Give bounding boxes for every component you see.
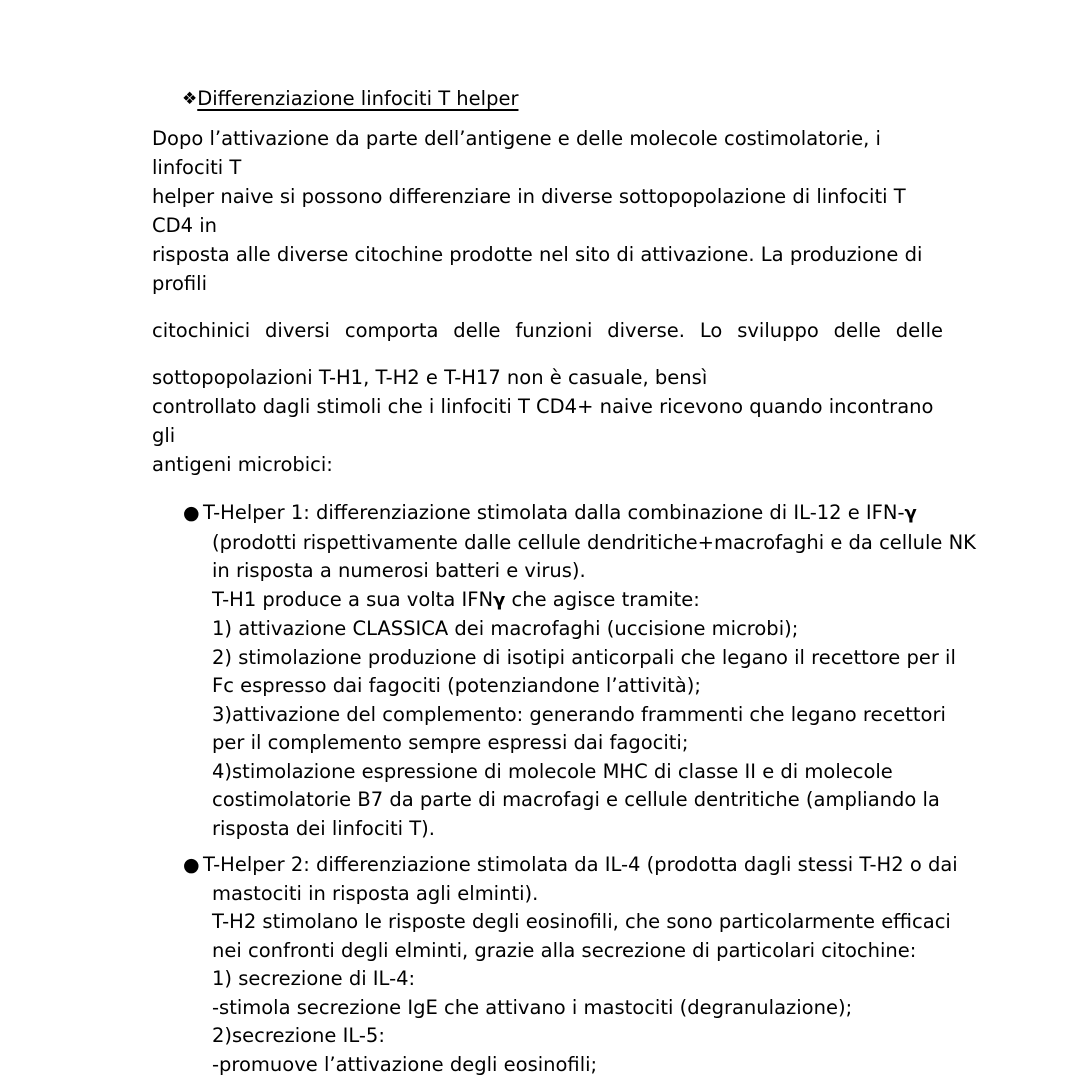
list-item-line: in risposta a numerosi batteri e virus). — [212, 559, 586, 582]
paragraph-line: helper naive si possono differenziare in diverse sottopopolazione di linfociti T CD4 in — [152, 185, 906, 237]
list-item-line: 3)attivazione del complemento: generando frammenti che legano recettori — [212, 702, 946, 726]
list-item-line: (prodotti rispettivamente dalle cellule dendritiche+macrofaghi e da cellule NK — [212, 530, 976, 554]
list-item-text: T-Helper 2: differenziazione stimolata da IL-4 (prodotta dagli stessi T-H2 o dai — [203, 853, 958, 876]
gamma-symbol: γ — [493, 589, 506, 611]
list-item — [183, 499, 976, 843]
paragraph-line: controllato dagli stimoli che i linfociti T CD4+ naive ricevono quando incontrano gli — [152, 395, 934, 447]
paragraph-line: risposta alle diverse citochine prodotte nel sito di attivazione. La produzione di profili — [152, 243, 923, 295]
list-item-line: 1) secrezione di IL-4: — [212, 967, 416, 990]
diamond-bullet-icon: ❖ — [182, 89, 198, 109]
paragraph-intro — [152, 124, 943, 298]
list-item-body — [183, 880, 951, 1080]
list-item-line: per il complemento sempre espressi dai fagociti; — [212, 731, 689, 754]
paragraph-line: antigeni microbici: — [152, 453, 333, 476]
list-item-line: nei confronti degli elminti, grazie alla secrezione di particolari citochine: — [212, 938, 917, 962]
list-item-line: 4)stimolazione espressione di molecole MHC di classe II e di molecole — [212, 759, 893, 783]
list-item-first-line — [183, 499, 943, 529]
list-item-line: risposta dei linfociti T). — [212, 816, 435, 840]
filled-circle-bullet-icon: ● — [183, 854, 200, 876]
list-item-first-line — [183, 851, 958, 880]
gamma-symbol: γ — [904, 503, 917, 524]
paragraph-line: sottopopolazioni T-H1, T-H2 e T-H17 non è casuale, bensì — [152, 366, 708, 389]
list-item-body — [183, 529, 976, 844]
filled-circle-bullet-icon: ● — [183, 502, 200, 524]
list-item-line: -stimola secrezione IgE che attivano i mastociti (degranulazione); — [212, 995, 853, 1019]
paragraph-line: Dopo l’attivazione da parte dell’antigene e delle molecole costimolatorie, i linfociti T — [152, 127, 881, 179]
list-item-line: costimolatorie B7 da parte di macrofagi e cellule dentritiche (ampliando la — [212, 788, 940, 811]
section-heading — [182, 84, 943, 114]
paragraph-justified-line: citochinici diversi comporta delle funzioni diverse. Lo sviluppo delle delle — [152, 319, 943, 342]
list-item-text: T-H1 produce a sua volta IFN — [212, 587, 494, 611]
document-body — [152, 84, 976, 1079]
section-heading-text: Differenziazione linfociti T helper — [197, 87, 519, 110]
bullet-list — [152, 499, 976, 1079]
list-item-line: 1) attivazione CLASSICA dei macrofaghi (uccisione microbi); — [212, 617, 799, 640]
list-item — [183, 851, 958, 1079]
list-item-line: 2) stimolazione produzione di isotipi anticorpali che legano il recettore per il — [212, 645, 956, 669]
paragraph-controllato — [152, 392, 943, 479]
list-item-line: Fc espresso dai fagociti (potenziandone l’attività); — [212, 674, 701, 697]
list-item-line: T-H2 stimolano le risposte degli eosinofili, che sono particolarmente efficaci — [212, 910, 951, 933]
list-item-text: T-Helper 1: differenziazione stimolata dalla combinazione di IL-12 e IFN- — [203, 501, 905, 524]
list-item-line: 2)secrezione IL-5: — [212, 1024, 385, 1047]
list-item-text: che agisce tramite: — [505, 587, 700, 611]
list-item-line: mastociti in risposta agli elminti). — [212, 881, 539, 905]
list-item-line: -promuove l’attivazione degli eosinofili; — [212, 1052, 598, 1076]
list-item-line-gamma — [212, 586, 943, 616]
paragraph-sottopopolazioni — [152, 363, 943, 392]
